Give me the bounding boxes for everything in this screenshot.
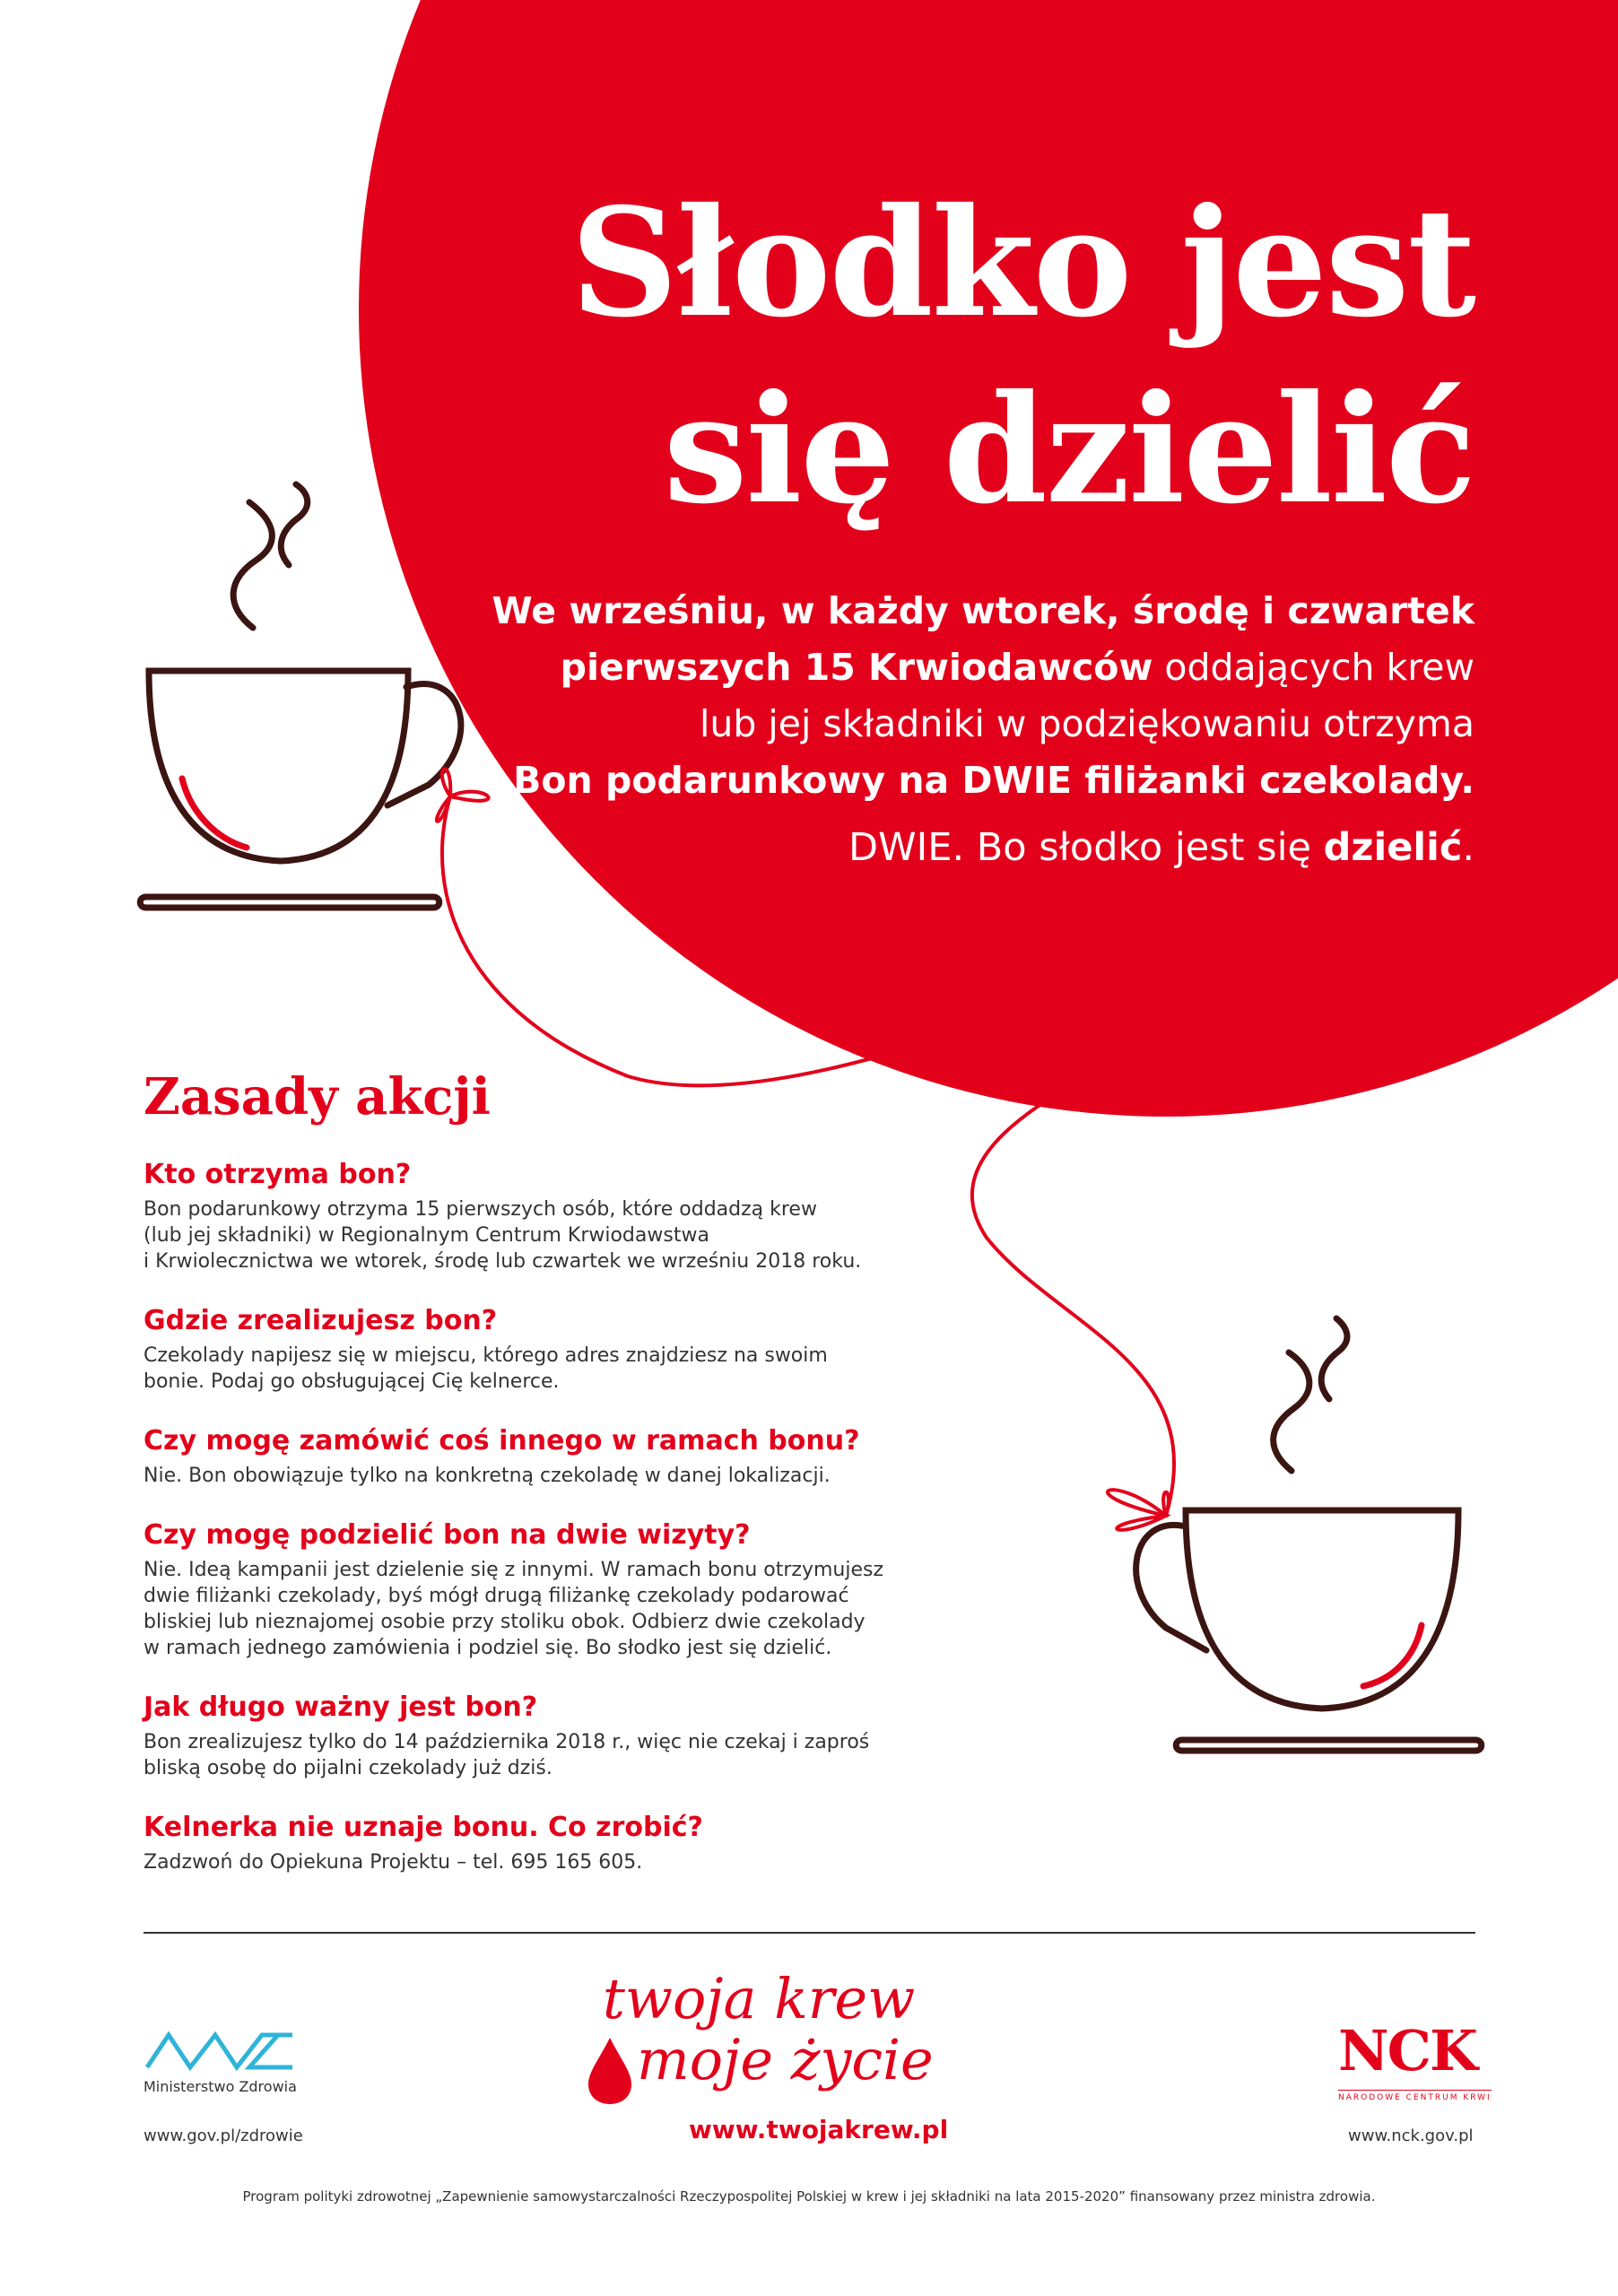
brand-slogan-line: twoja krew (603, 1966, 916, 2031)
faq-answer: Bon zrealizujesz tylko do 14 października 2018 r., więc nie czekaj i zaproś bliską osobę do pijalni czekolady już dziś. (144, 1731, 870, 1779)
steam-icon (1321, 1318, 1347, 1399)
steam-icon (233, 502, 272, 628)
faq-answer: Czekolady napijesz się w miejscu, którego adres znajdziesz na swoim bonie. Podaj go obsługującej Cię kelnerce. (144, 1344, 828, 1393)
faq-question: Kto otrzyma bon? (144, 1159, 412, 1190)
program-footnote: Program polityki zdrowotnej „Zapewnienie samowystarczalności Rzeczypospolitej Polskiej w krew i jej składniki na lata 2015-2020” finansowany przez ministra zdrowia. (242, 2188, 1376, 2205)
lead-line: Bon podarunkowy na DWIE filiżanki czekolady. (513, 759, 1474, 802)
lead-line: We wrześniu, w każdy wtorek, środę i czwartek (491, 589, 1474, 632)
faq-item (144, 1690, 951, 1781)
faq-item (144, 1810, 951, 1875)
blood-drop-icon (583, 2034, 637, 2106)
faq-item (144, 1518, 951, 1661)
nck-caption: NARODOWE CENTRUM KRWI (1338, 2090, 1492, 2102)
footer-divider (144, 1932, 1475, 1934)
cup-icon (1136, 1318, 1482, 1751)
faq-item (144, 1423, 951, 1489)
lead-fragment: oddających krew (1153, 646, 1474, 689)
faq-answer: Bon podarunkowy otrzyma 15 pierwszych osób, które oddadzą krew (lub jej składniki) w Regionalnym Centrum Krwiodawstwa i Krwiolecznictwa we wtorek, środę lub czwartek we wrześniu 2018 roku. (144, 1198, 862, 1273)
tagline-prefix: DWIE. Bo słodko jest się (848, 825, 1324, 870)
steam-icon (281, 484, 307, 565)
rules-title: Zasady akcji (144, 1067, 491, 1126)
faq-item (144, 1157, 951, 1274)
tagline-suffix: . (1462, 825, 1474, 870)
faq-answer: Zadzwoń do Opiekuna Projektu – tel. 695 165 605. (144, 1851, 643, 1874)
mz-url[interactable]: www.gov.pl/zdrowie (144, 2126, 303, 2145)
tagline (848, 825, 1474, 870)
lead-bold-fragment: pierwszych 15 Krwiodawców (560, 646, 1153, 689)
faq-answer: Nie. Bon obowiązuje tylko na konkretną czekoladę w danej lokalizacji. (144, 1465, 831, 1487)
ribbon-bow (1108, 1490, 1169, 1530)
title-line: Słodko jest (570, 176, 1474, 351)
lead-line: lub jej składniki w podziękowaniu otrzyma (699, 702, 1474, 745)
faq-question: Jak długo ważny jest bon? (144, 1692, 538, 1723)
title-line: się dzielić (663, 362, 1474, 537)
mz-caption: Ministerstwo Zdrowia (144, 2078, 297, 2095)
mz-logo-icon (144, 2022, 296, 2073)
faq-answer: Nie. Ideą kampanii jest dzielenie się z innymi. W ramach bonu otrzymujesz dwie filiżanki czekolady, byś mógł drugą filiżankę czekolady podarować bliskiej lub nieznajomej osobie przy stoliku obok. Odbierz dwie czekolady w ramach jednego zamówienia i podziel się. Bo słodko jest się dzielić. (144, 1559, 883, 1659)
tagline-bold: dzielić (1323, 825, 1463, 870)
nck-logo: NCK (1338, 2018, 1476, 2083)
page-title (570, 170, 1474, 544)
faq-question: Czy mogę podzielić bon na dwie wizyty? (144, 1519, 751, 1551)
faq-question: Kelnerka nie uznaje bonu. Co zrobić? (144, 1812, 703, 1843)
nck-url[interactable]: www.nck.gov.pl (1348, 2126, 1474, 2145)
steam-icon (1274, 1352, 1309, 1471)
faq-item (144, 1303, 951, 1395)
faq-question: Gdzie zrealizujesz bon? (144, 1305, 498, 1336)
brand-url[interactable]: www.twojakrew.pl (689, 2115, 949, 2144)
faq-question: Czy mogę zamówić coś innego w ramach bonu? (144, 1425, 860, 1457)
brand-slogan-line: moje życie (637, 2027, 934, 2092)
lead-paragraph (398, 583, 1474, 809)
faq-list (144, 1157, 951, 1904)
